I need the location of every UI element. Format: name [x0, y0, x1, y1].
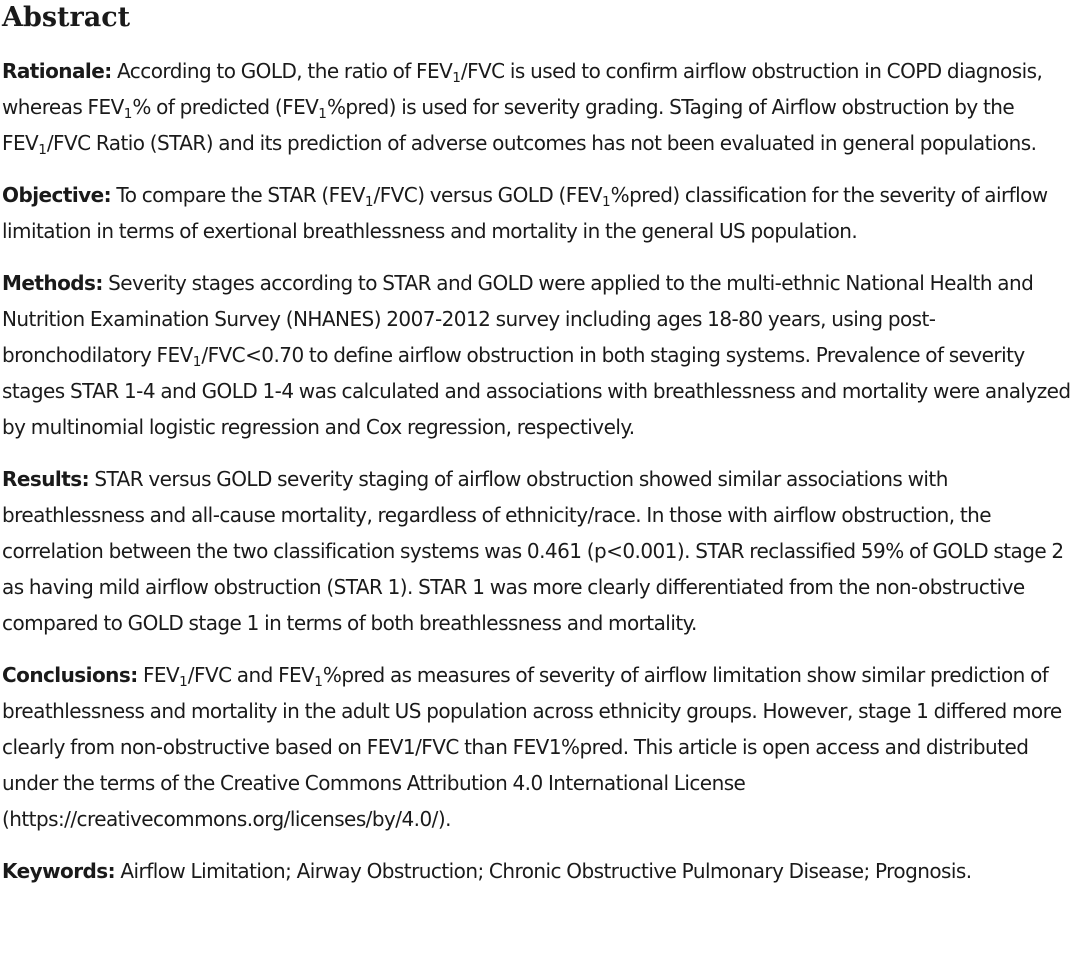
rationale-label: Rationale: — [2, 59, 112, 83]
subscript: 1 — [38, 141, 47, 158]
rationale-text: According to GOLD, the ratio of FEV — [111, 59, 453, 83]
keywords-text: Airflow Limitation; Airway Obstruction; Chronic Obstructive Pulmonary Disease; Prognosis. — [115, 859, 972, 883]
objective-text: /FVC) versus GOLD (FEV — [373, 183, 602, 207]
keywords-label: Keywords: — [2, 859, 116, 883]
abstract-heading: Abstract — [2, 2, 131, 33]
objective-paragraph — [2, 177, 1078, 249]
conclusions-label: Conclusions: — [2, 663, 138, 687]
subscript: 1 — [179, 673, 188, 690]
abstract-section — [2, 0, 1078, 905]
rationale-text: %pred) is used for severity grading. STaging of Airflow obstruction by the FEV — [2, 95, 1015, 155]
rationale-text: /FVC Ratio (STAR) and its prediction of adverse outcomes has not been evaluated in general populations. — [46, 131, 1037, 155]
objective-text: %pred) classification for the severity of airflow limitation in terms of exertional breathlessness and mortality in the general US population. — [2, 183, 1048, 243]
subscript: 1 — [364, 193, 374, 210]
rationale-text: /FVC is used to confirm airflow obstruction in COPD diagnosis, whereas FEV — [2, 59, 1043, 119]
subscript: 1 — [314, 673, 323, 690]
conclusions-text: FEV — [137, 663, 180, 687]
subscript: 1 — [318, 105, 327, 122]
rationale-text: % of predicted (FEV — [132, 95, 319, 119]
methods-paragraph — [2, 265, 1078, 445]
subscript: 1 — [192, 353, 202, 370]
conclusions-paragraph — [2, 657, 1078, 837]
conclusions-text: %pred as measures of severity of airflow limitation show similar prediction of breathlessness and mortality in the adult US population across ethnicity groups. However, stage 1 differed more clearly from non-obstructive based on FEV1/FVC than FEV1%pred. This article is open access and distributed under the terms of the Creative Commons Attribution 4.0 International License (https://creativecommons.org/licenses/by/4.0/). — [2, 663, 1062, 831]
objective-text: To compare the STAR (FEV — [111, 183, 365, 207]
results-text: STAR versus GOLD severity staging of airflow obstruction showed similar associations with breathlessness and all-cause mortality, regardless of ethnicity/race. In those with airflow obstruction, the correlation between the two classification systems was 0.461 (p<0.001). STAR reclassified 59% of GOLD stage 2 as having mild airflow obstruction (STAR 1). STAR 1 was more clearly differentiated from the non-obstructive compared to GOLD stage 1 in terms of both breathlessness and mortality. — [2, 467, 1064, 635]
results-paragraph — [2, 461, 1078, 641]
methods-text: Severity stages according to STAR and GOLD were applied to the multi-ethnic National Health and Nutrition Examination Survey (NHANES) 2007-2012 survey including ages 18-80 years, using post-bronchodilatory FEV — [2, 271, 1034, 367]
conclusions-text: /FVC and FEV — [187, 663, 315, 687]
keywords-paragraph — [2, 853, 1078, 889]
subscript: 1 — [601, 193, 611, 210]
results-label: Results: — [2, 467, 90, 491]
methods-label: Methods: — [2, 271, 103, 295]
subscript: 1 — [452, 69, 461, 86]
objective-label: Objective: — [2, 183, 112, 207]
subscript: 1 — [123, 105, 133, 122]
rationale-paragraph — [2, 53, 1078, 161]
methods-text: /FVC<0.70 to define airflow obstruction in both staging systems. Prevalence of severity stages STAR 1-4 and GOLD 1-4 was calculated and associations with breathlessness and mortality were analyzed by multinomial logistic regression and Cox regression, respectively. — [2, 343, 1071, 439]
